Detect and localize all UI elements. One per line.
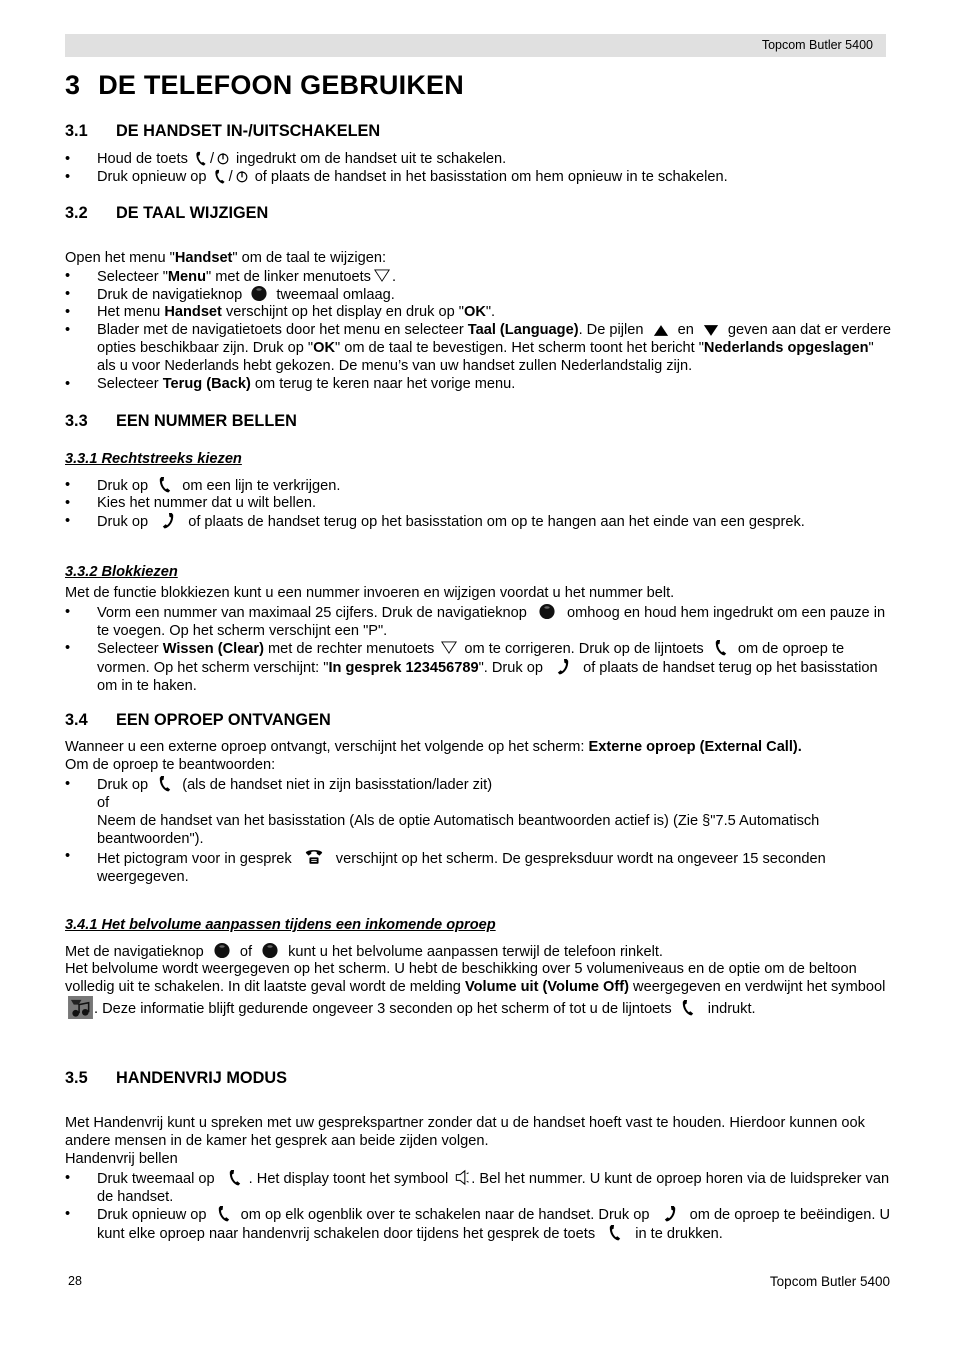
- subsection-3-3-2-heading: 3.3.2 Blokkiezen: [65, 564, 178, 580]
- arrow-down-icon: [703, 324, 719, 337]
- section-3-4-heading: 3.4 EEN OPROEP ONTVANGEN: [65, 711, 331, 729]
- phone-talk-icon: [157, 476, 173, 493]
- phone-talk-icon: [194, 151, 208, 166]
- phone-talk-icon: [157, 775, 173, 792]
- page-number: 28: [68, 1274, 82, 1288]
- footer-product: Topcom Butler 5400: [769, 1274, 890, 1289]
- power-icon: [235, 169, 249, 184]
- section-3-5-heading: 3.5 HANDENVRIJ MODUS: [65, 1069, 287, 1087]
- phone-hangup-icon: [160, 512, 176, 529]
- paragraph: Open het menu "Handset" om de taal te wijzigen:: [65, 250, 387, 266]
- arrow-up-icon: [653, 324, 669, 337]
- nav-key-icon: [251, 285, 267, 302]
- phone-talk-icon: [713, 639, 729, 656]
- softkey-icon: [441, 639, 457, 656]
- paragraph: Met Handenvrij kunt u spreken met uw gesprekspartner zonder dat u de handset hoeft vast te houden. Hierdoor kunnen ook andere mensen in de kamer het gesprek aan beide zijden volgen.: [65, 1115, 865, 1149]
- paragraph: Handenvrij bellen: [65, 1151, 178, 1167]
- speaker-icon: [454, 1169, 470, 1186]
- section-3-3-heading: 3.3 EEN NUMMER BELLEN: [65, 412, 297, 430]
- phone-talk-icon: [213, 169, 227, 184]
- ringer-icon: [68, 996, 93, 1019]
- header-product: Topcom Butler 5400: [761, 38, 873, 52]
- power-icon: [216, 151, 230, 166]
- page-header: [65, 34, 886, 57]
- nav-key-icon: [214, 942, 230, 959]
- page-title: 3 DE TELEFOON GEBRUIKEN: [65, 70, 464, 100]
- paragraph: Met de navigatieknop of kunt u het belvolume aanpassen terwijl de telefoon rinkelt.: [65, 944, 663, 960]
- section-3-2-heading: 3.2 DE TAAL WIJZIGEN: [65, 204, 269, 222]
- subsection-3-4-1-heading: 3.4.1 Het belvolume aanpassen tijdens een inkomende oproep: [65, 917, 496, 933]
- paragraph: Met de functie blokkiezen kunt u een nummer invoeren en wijzigen voordat u het nummer belt.: [65, 585, 675, 601]
- in-call-icon: [304, 847, 324, 866]
- subsection-3-3-1-heading: 3.3.1 Rechtstreeks kiezen: [65, 451, 242, 467]
- phone-hangup-icon: [555, 658, 571, 675]
- softkey-icon: [374, 267, 390, 284]
- phone-talk-icon: [680, 999, 696, 1016]
- paragraph: Het belvolume wordt weergegeven op het scherm. U hebt de beschikking over 5 volumeniveaus en de optie om de beltoon volledig uit te schakelen. In dit laatste geval wordt de melding Volume uit (Volume Off) weergegeven en verdwijnt het symbool . Deze informatie blijft gedurende ongeveer 3 seconden op het scherm of tot u de lijntoets indrukt.: [65, 961, 886, 1017]
- phone-talk-icon: [227, 1169, 243, 1186]
- nav-key-icon: [262, 942, 278, 959]
- phone-talk-icon: [216, 1205, 232, 1222]
- nav-key-icon: [539, 603, 555, 620]
- section-3-1-heading: 3.1 DE HANDSET IN-/UITSCHAKELEN: [65, 122, 381, 140]
- paragraph: Wanneer u een externe oproep ontvangt, verschijnt het volgende op het scherm: Externe oproep (External Call). Om de oproep te beantwoorden:: [65, 739, 802, 773]
- phone-hangup-icon: [662, 1205, 678, 1222]
- phone-talk-icon: [607, 1224, 623, 1241]
